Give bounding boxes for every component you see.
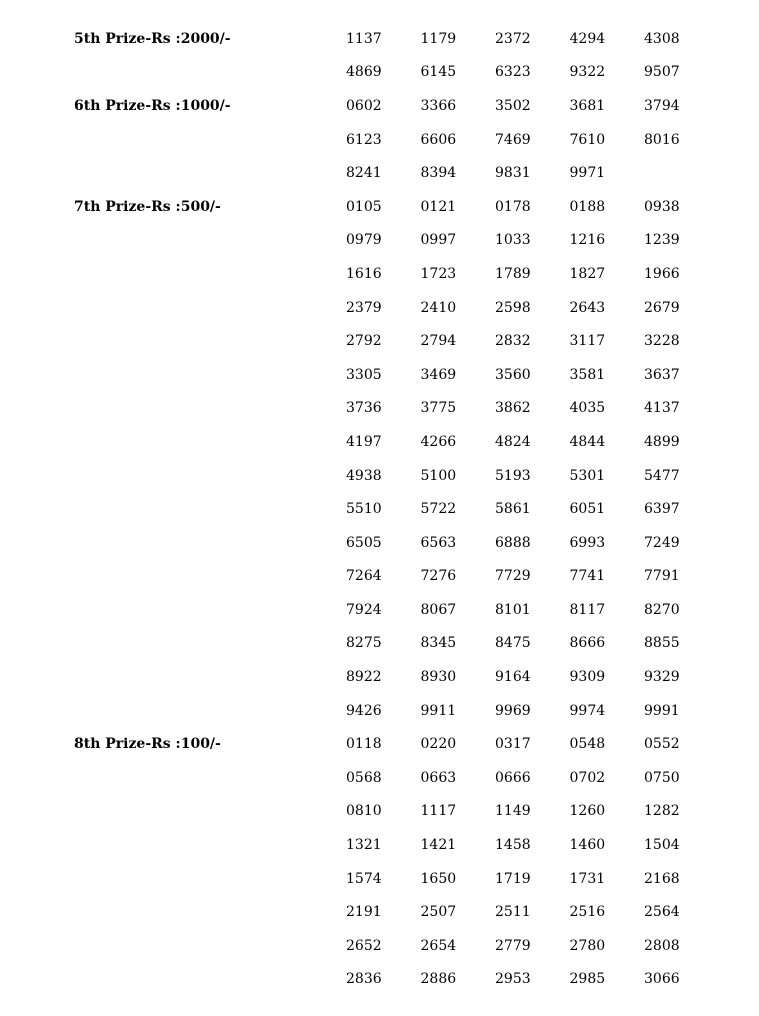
- winning-number: 1574: [346, 870, 382, 887]
- winning-number: 2652: [346, 937, 382, 954]
- prize-number-row: [0, 358, 759, 392]
- prize-category-label: 5th Prize-Rs :2000/-: [74, 30, 231, 47]
- winning-number: 2564: [644, 904, 680, 921]
- winning-number: 0938: [644, 198, 680, 215]
- prize-number-row: [0, 761, 759, 795]
- winning-number: 2780: [569, 937, 606, 954]
- winning-number: 8345: [420, 635, 457, 652]
- winning-number: 1504: [644, 837, 680, 854]
- winning-number: 3736: [346, 400, 382, 417]
- winning-number: 2379: [346, 299, 382, 316]
- winning-number: 2985: [569, 971, 606, 988]
- prize-number-row: [0, 89, 759, 123]
- winning-number: 0188: [569, 198, 606, 215]
- winning-number: 5722: [420, 501, 457, 518]
- winning-number: 6563: [420, 534, 457, 551]
- prize-number-row: [0, 492, 759, 526]
- winning-number: 8930: [420, 669, 457, 686]
- prize-number-row: [0, 727, 759, 761]
- winning-number: 2511: [495, 904, 531, 921]
- prize-category-label: 8th Prize-Rs :100/-: [74, 736, 221, 753]
- prize-number-row: [0, 425, 759, 459]
- winning-number: 4824: [495, 433, 531, 450]
- prize-number-row: [0, 392, 759, 426]
- winning-number: 2516: [569, 904, 606, 921]
- winning-number: 0105: [346, 198, 382, 215]
- winning-number: 2808: [644, 937, 680, 954]
- winning-number: 5510: [346, 501, 382, 518]
- winning-number: 1966: [644, 265, 680, 282]
- winning-number: 7791: [644, 568, 680, 585]
- prize-number-row: [0, 795, 759, 829]
- winning-number: 3117: [569, 333, 606, 350]
- winning-number: 1789: [495, 265, 531, 282]
- prize-number-row: [0, 862, 759, 896]
- winning-number: 4266: [420, 433, 457, 450]
- winning-number: 2779: [495, 937, 531, 954]
- winning-number: 6397: [644, 501, 680, 518]
- winning-number: 8475: [495, 635, 531, 652]
- winning-number: 6606: [420, 131, 457, 148]
- winning-number: 2832: [495, 333, 531, 350]
- winning-number: 3366: [420, 97, 457, 114]
- winning-number: 3862: [495, 400, 531, 417]
- winning-number: 8016: [644, 131, 680, 148]
- winning-number: 1421: [420, 837, 457, 854]
- winning-number: 9831: [495, 165, 531, 182]
- winning-number: 1282: [644, 803, 680, 820]
- winning-number: 9911: [420, 702, 457, 719]
- winning-number: 7469: [495, 131, 531, 148]
- winning-number: 0663: [420, 769, 457, 786]
- winning-number: 1616: [346, 265, 382, 282]
- prize-number-row: [0, 257, 759, 291]
- winning-number: 5861: [495, 501, 531, 518]
- winning-number: 0702: [569, 769, 606, 786]
- winning-number: 7276: [420, 568, 457, 585]
- winning-number: 4137: [644, 400, 680, 417]
- prize-number-row: [0, 895, 759, 929]
- winning-number: 0178: [495, 198, 531, 215]
- winning-number: 5100: [420, 467, 457, 484]
- winning-number: 3228: [644, 333, 680, 350]
- winning-number: 1731: [569, 870, 606, 887]
- winning-number: 2654: [420, 937, 457, 954]
- winning-number: 7729: [495, 568, 531, 585]
- winning-number: 0317: [495, 736, 531, 753]
- winning-number: 6323: [495, 64, 531, 81]
- winning-number: 3469: [420, 366, 457, 383]
- winning-number: 2643: [569, 299, 606, 316]
- winning-number: 0552: [644, 736, 680, 753]
- winning-number: 1033: [495, 232, 531, 249]
- prize-number-row: [0, 828, 759, 862]
- winning-number: 1650: [420, 870, 457, 887]
- winning-number: 4869: [346, 64, 382, 81]
- prize-number-row: [0, 22, 759, 56]
- prize-number-row: [0, 526, 759, 560]
- winning-number: 9309: [569, 669, 606, 686]
- winning-number: 0548: [569, 736, 606, 753]
- winning-number: 3560: [495, 366, 531, 383]
- winning-number: 0118: [346, 736, 382, 753]
- prize-number-row: [0, 560, 759, 594]
- winning-number: 8241: [346, 165, 382, 182]
- winning-number: 7249: [644, 534, 680, 551]
- winning-number: 1260: [569, 803, 606, 820]
- winning-number: 4197: [346, 433, 382, 450]
- winning-number: 8270: [644, 601, 680, 618]
- winning-number: 3794: [644, 97, 680, 114]
- winning-number: 9991: [644, 702, 680, 719]
- winning-number: 9164: [495, 669, 531, 686]
- prize-number-row: [0, 459, 759, 493]
- winning-number: 2792: [346, 333, 382, 350]
- winning-number: 7741: [569, 568, 606, 585]
- winning-number: 7610: [569, 131, 606, 148]
- winning-number: 8117: [569, 601, 606, 618]
- winning-number: 0121: [420, 198, 457, 215]
- winning-number: 1117: [420, 803, 457, 820]
- winning-number: 5477: [644, 467, 680, 484]
- winning-number: 8067: [420, 601, 457, 618]
- winning-number: 1723: [420, 265, 457, 282]
- winning-number: 8394: [420, 165, 457, 182]
- winning-number: 0666: [495, 769, 531, 786]
- winning-number: 2168: [644, 870, 680, 887]
- winning-number: 7264: [346, 568, 382, 585]
- winning-number: 6145: [420, 64, 457, 81]
- winning-number: 6123: [346, 131, 382, 148]
- winning-number: 2794: [420, 333, 457, 350]
- winning-number: 0220: [420, 736, 457, 753]
- winning-number: 1321: [346, 837, 382, 854]
- prize-number-row: [0, 190, 759, 224]
- winning-number: 4899: [644, 433, 680, 450]
- winning-number: 3581: [569, 366, 606, 383]
- prize-number-row: [0, 291, 759, 325]
- winning-number: 3681: [569, 97, 606, 114]
- winning-number: 9426: [346, 702, 382, 719]
- winning-number: 6051: [569, 501, 606, 518]
- prize-number-row: [0, 627, 759, 661]
- winning-number: 1827: [569, 265, 606, 282]
- prize-number-row: [0, 324, 759, 358]
- winning-number: 4938: [346, 467, 382, 484]
- winning-number: 2191: [346, 904, 382, 921]
- winning-number: 2679: [644, 299, 680, 316]
- winning-number: 3066: [644, 971, 680, 988]
- winning-number: 9322: [569, 64, 606, 81]
- winning-number: 8855: [644, 635, 680, 652]
- winning-number: 3637: [644, 366, 680, 383]
- winning-number: 1137: [346, 30, 382, 47]
- prize-number-row: [0, 929, 759, 963]
- prize-number-row: [0, 56, 759, 90]
- prize-number-row: [0, 593, 759, 627]
- winning-number: 1179: [420, 30, 457, 47]
- winning-number: 1458: [495, 837, 531, 854]
- winning-number: 9974: [569, 702, 606, 719]
- winning-number: 2953: [495, 971, 531, 988]
- winning-number: 9329: [644, 669, 680, 686]
- prize-number-row: [0, 660, 759, 694]
- prize-number-row: [0, 123, 759, 157]
- winning-number: 1719: [495, 870, 531, 887]
- winning-number: 3305: [346, 366, 382, 383]
- winning-number: 4035: [569, 400, 606, 417]
- prize-number-row: [0, 963, 759, 997]
- winning-number: 9971: [569, 165, 606, 182]
- prize-results-list: [0, 22, 759, 996]
- winning-number: 9507: [644, 64, 680, 81]
- winning-number: 6993: [569, 534, 606, 551]
- winning-number: 0810: [346, 803, 382, 820]
- winning-number: 1216: [569, 232, 606, 249]
- winning-number: 0997: [420, 232, 457, 249]
- winning-number: 5301: [569, 467, 606, 484]
- winning-number: 4294: [569, 30, 606, 47]
- winning-number: 4308: [644, 30, 680, 47]
- winning-number: 1239: [644, 232, 680, 249]
- winning-number: 3502: [495, 97, 531, 114]
- winning-number: 2410: [420, 299, 457, 316]
- winning-number: 2372: [495, 30, 531, 47]
- winning-number: 2598: [495, 299, 531, 316]
- prize-number-row: [0, 694, 759, 728]
- winning-number: 0602: [346, 97, 382, 114]
- winning-number: 8101: [495, 601, 531, 618]
- winning-number: 1460: [569, 837, 606, 854]
- winning-number: 0750: [644, 769, 680, 786]
- winning-number: 2507: [420, 904, 457, 921]
- winning-number: 8666: [569, 635, 606, 652]
- winning-number: 6505: [346, 534, 382, 551]
- prize-category-label: 6th Prize-Rs :1000/-: [74, 97, 231, 114]
- winning-number: 0979: [346, 232, 382, 249]
- winning-number: 7924: [346, 601, 382, 618]
- winning-number: 2836: [346, 971, 382, 988]
- winning-number: 8922: [346, 669, 382, 686]
- prize-number-row: [0, 224, 759, 258]
- winning-number: 5193: [495, 467, 531, 484]
- winning-number: 0568: [346, 769, 382, 786]
- winning-number: 8275: [346, 635, 382, 652]
- winning-number: 6888: [495, 534, 531, 551]
- winning-number: 1149: [495, 803, 531, 820]
- winning-number: 2886: [420, 971, 457, 988]
- prize-number-row: [0, 156, 759, 190]
- winning-number: 3775: [420, 400, 457, 417]
- winning-number: 4844: [569, 433, 606, 450]
- winning-number: 9969: [495, 702, 531, 719]
- prize-category-label: 7th Prize-Rs :500/-: [74, 198, 221, 215]
